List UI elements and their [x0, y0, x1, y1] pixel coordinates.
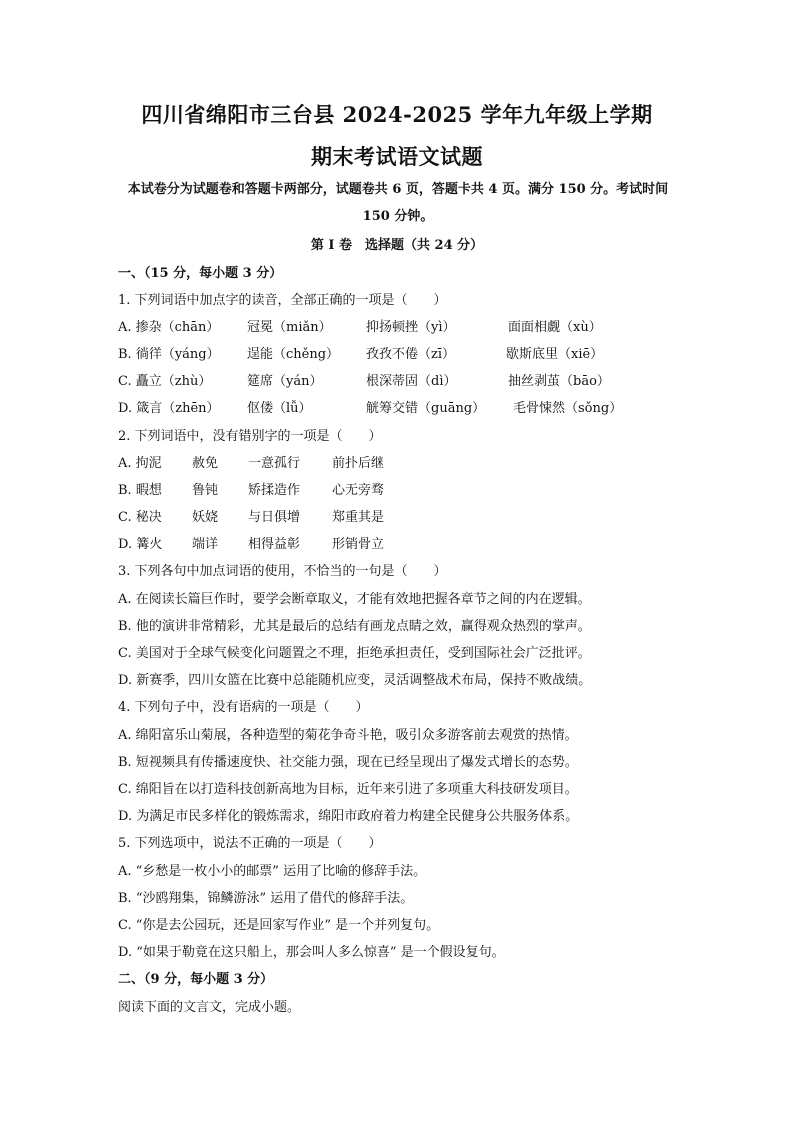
- option-cell: 面面相觑（xù）: [508, 320, 602, 335]
- q5-option-a: A. “乡愁是一枚小小的邮票” 运用了比喻的修辞手法。: [118, 864, 427, 879]
- option-cell: 根深蒂固（dì）: [366, 374, 457, 389]
- option-cell: A. 掺杂（chān）: [118, 320, 220, 335]
- option-cell: 矫揉造作: [248, 483, 301, 498]
- option-cell: C. 矗立（zhù）: [118, 374, 212, 389]
- q3-option-b: B. 他的演讲非常精彩，尤其是最后的总结有画龙点睛之效，赢得观众热烈的掌声。: [118, 619, 591, 634]
- section2-heading: 二、（9 分，每小题 3 分）: [118, 972, 274, 987]
- option-cell: 孜孜不倦（zī）: [366, 347, 456, 362]
- option-cell: 冠冕（miǎn）: [247, 320, 332, 335]
- q3-option-a: A. 在阅读长篇巨作时，要学会断章取义，才能有效地把握各章节之间的内在逻辑。: [118, 592, 591, 607]
- option-cell: 妖娆: [192, 510, 219, 525]
- q5-option-d: D. “如果于勒竟在这只船上，那会叫人多么惊喜” 是一个假设复句。: [118, 945, 505, 960]
- option-cell: 鲁钝: [192, 483, 219, 498]
- option-cell: 心无旁骛: [332, 483, 385, 498]
- exam-intro: 本试卷分为试题卷和答题卡两部分，试题卷共 6 页，答题卡共 4 页。满分 150 分。考试时间 150 分钟。: [127, 182, 669, 224]
- option-cell: 抑扬顿挫（yì）: [366, 320, 456, 335]
- q5-stem: 5. 下列选项中，说法不正确的一项是（ ）: [118, 836, 382, 851]
- option-cell: D. 篝火: [118, 537, 163, 552]
- option-cell: B. 徜徉（yáng）: [118, 347, 220, 362]
- q1-stem: 1. 下列词语中加点字的读音，全部正确的一项是（ ）: [118, 293, 447, 308]
- option-cell: 前扑后继: [332, 456, 385, 471]
- option-cell: D. 箴言（zhēn）: [118, 401, 220, 416]
- section1-heading: 一、（15 分，每小题 3 分）: [118, 266, 283, 281]
- option-cell: 逞能（chěng）: [247, 347, 340, 362]
- option-cell: 郑重其是: [332, 510, 385, 525]
- option-cell: 觥筹交错（guāng）: [366, 401, 486, 416]
- option-cell: A. 拘泥: [118, 456, 162, 471]
- option-cell: 抽丝剥茧（bāo）: [508, 374, 610, 389]
- part-heading: 第 I 卷 选择题（共 24 分）: [310, 238, 484, 253]
- q3-option-d: D. 新赛季，四川女篮在比赛中总能随机应变，灵活调整战术布局，保持不败战绩。: [118, 673, 592, 688]
- option-cell: 形销骨立: [332, 537, 385, 552]
- q3-option-c: C. 美国对于全球气候变化问题置之不理，拒绝承担责任，受到国际社会广泛批评。: [118, 646, 591, 661]
- option-cell: 端详: [192, 537, 219, 552]
- option-cell: 赦免: [192, 456, 219, 471]
- q4-option-a: A. 绵阳富乐山菊展，各种造型的菊花争奇斗艳，吸引众多游客前去观赏的热情。: [118, 728, 578, 743]
- q4-stem: 4. 下列句子中，没有语病的一项是（ ）: [118, 700, 369, 715]
- q3-stem: 3. 下列各句中加点词语的使用，不恰当的一句是（ ）: [118, 564, 447, 579]
- option-cell: 毛骨悚然（sǒng）: [513, 401, 623, 416]
- q5-option-c: C. “你是去公园玩，还是回家写作业” 是一个并列复句。: [118, 918, 440, 933]
- section2-instruction: 阅读下面的文言文，完成小题。: [118, 1000, 301, 1015]
- exam-title-line2: 期末考试语文试题: [311, 144, 483, 169]
- option-cell: 伛偻（lǚ）: [247, 401, 312, 416]
- option-cell: 一意孤行: [248, 456, 301, 471]
- option-cell: 相得益彰: [248, 537, 301, 552]
- q2-stem: 2. 下列词语中，没有错别字的一项是（ ）: [118, 429, 382, 444]
- q4-option-b: B. 短视频具有传播速度快、社交能力强，现在已经呈现出了爆发式增长的态势。: [118, 755, 578, 770]
- q4-option-c: C. 绵阳旨在以打造科技创新高地为目标，近年来引进了多项重大科技研发项目。: [118, 782, 578, 797]
- option-cell: 歇斯底里（xiē）: [506, 347, 604, 362]
- option-cell: 与日俱增: [248, 510, 301, 525]
- option-cell: B. 暇想: [118, 483, 162, 498]
- q5-option-b: B. “沙鸥翔集，锦鳞游泳” 运用了借代的修辞手法。: [118, 891, 414, 906]
- q4-option-d: D. 为满足市民多样化的锻炼需求，绵阳市政府着力构建全民健身公共服务体系。: [118, 809, 579, 824]
- option-cell: C. 秘决: [118, 510, 162, 525]
- exam-title-line1: 四川省绵阳市三台县 2024-2025 学年九年级上学期: [141, 102, 653, 127]
- option-cell: 筵席（yán）: [247, 374, 323, 389]
